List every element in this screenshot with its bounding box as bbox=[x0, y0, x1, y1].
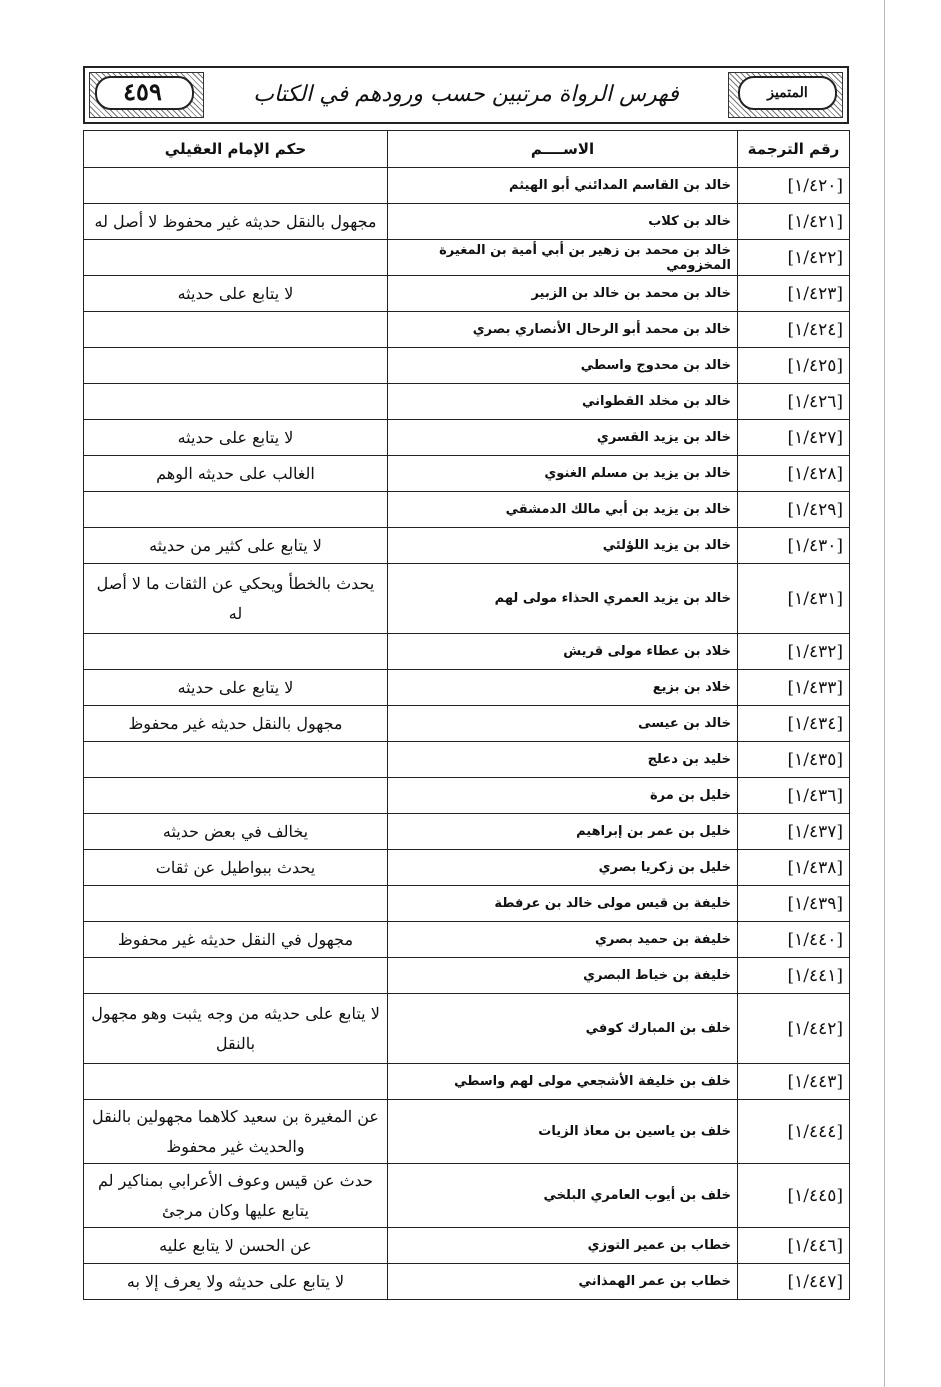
narrator-name: خليفة بن خياط البصري bbox=[388, 958, 738, 994]
ruling-text: يخالف في بعض حديثه bbox=[84, 814, 388, 850]
table-row bbox=[84, 420, 850, 456]
ruling-text bbox=[84, 492, 388, 528]
narrators-index-table bbox=[83, 130, 850, 1300]
page-header bbox=[83, 66, 849, 124]
ruling-text: لا يتابع على حديثه bbox=[84, 420, 388, 456]
narrator-name: خالد بن القاسم المدائني أبو الهيثم bbox=[388, 168, 738, 204]
table-row bbox=[84, 634, 850, 670]
table-row bbox=[84, 1100, 850, 1164]
ruling-text bbox=[84, 634, 388, 670]
entry-number: [١/٤٣٧] bbox=[738, 814, 850, 850]
narrator-name: خالد بن يزيد بن أبي مالك الدمشقي bbox=[388, 492, 738, 528]
narrator-name: خالد بن يزيد القسري bbox=[388, 420, 738, 456]
entry-number: [١/٤٤٦] bbox=[738, 1228, 850, 1264]
column-header-number: رقم الترجمة bbox=[738, 131, 850, 168]
narrator-name: خلف بن المبارك كوفي bbox=[388, 994, 738, 1064]
entry-number: [١/٤٣٩] bbox=[738, 886, 850, 922]
table-row bbox=[84, 850, 850, 886]
table-row bbox=[84, 168, 850, 204]
entry-number: [١/٤٤٠] bbox=[738, 922, 850, 958]
narrator-name: خليفة بن حميد بصري bbox=[388, 922, 738, 958]
narrator-name: خليد بن دعلج bbox=[388, 742, 738, 778]
entry-number: [١/٤٢٢] bbox=[738, 240, 850, 276]
table-row bbox=[84, 814, 850, 850]
narrator-name: خلاد بن بزيع bbox=[388, 670, 738, 706]
table-row bbox=[84, 564, 850, 634]
table-row bbox=[84, 778, 850, 814]
entry-number: [١/٤٢٨] bbox=[738, 456, 850, 492]
narrator-name: خالد بن محدوج واسطي bbox=[388, 348, 738, 384]
publisher-logo: المتميز bbox=[738, 76, 837, 110]
table-row bbox=[84, 492, 850, 528]
ruling-text: يحدث بالخطأ ويحكي عن الثقات ما لا أصل له bbox=[84, 564, 388, 634]
narrator-name: خالد بن يزيد بن مسلم الغنوي bbox=[388, 456, 738, 492]
ruling-text: مجهول بالنقل حديثه غير محفوظ لا أصل له bbox=[84, 204, 388, 240]
entry-number: [١/٤٣٤] bbox=[738, 706, 850, 742]
ruling-text bbox=[84, 886, 388, 922]
entry-number: [١/٤٢٣] bbox=[738, 276, 850, 312]
ruling-text: يحدث ببواطيل عن ثقات bbox=[84, 850, 388, 886]
narrator-name: خالد بن عيسى bbox=[388, 706, 738, 742]
table-row bbox=[84, 456, 850, 492]
ruling-text bbox=[84, 384, 388, 420]
entry-number: [١/٤٣٠] bbox=[738, 528, 850, 564]
narrator-name: خالد بن يزيد اللؤلئي bbox=[388, 528, 738, 564]
ruling-text: لا يتابع على حديثه ولا يعرف إلا به bbox=[84, 1264, 388, 1300]
narrator-name: خليل بن زكريا بصري bbox=[388, 850, 738, 886]
table-row bbox=[84, 886, 850, 922]
narrator-name: خالد بن كلاب bbox=[388, 204, 738, 240]
ruling-text: عن الحسن لا يتابع عليه bbox=[84, 1228, 388, 1264]
ruling-text: حدث عن قيس وعوف الأعرابي بمناكير لم يتابع عليها وكان مرجئ bbox=[84, 1164, 388, 1228]
table-row bbox=[84, 528, 850, 564]
table-row bbox=[84, 1228, 850, 1264]
entry-number: [١/٤٤٧] bbox=[738, 1264, 850, 1300]
entry-number: [١/٤٢١] bbox=[738, 204, 850, 240]
entry-number: [١/٤٢٤] bbox=[738, 312, 850, 348]
page-edge-rule bbox=[884, 0, 885, 1387]
narrator-name: خلف بن خليفة الأشجعي مولى لهم واسطي bbox=[388, 1064, 738, 1100]
column-header-ruling: حكم الإمام العقيلي bbox=[84, 131, 388, 168]
table-header-row bbox=[84, 131, 850, 168]
ruling-text bbox=[84, 742, 388, 778]
table-row bbox=[84, 1264, 850, 1300]
narrator-name: خلف بن أيوب العامري البلخي bbox=[388, 1164, 738, 1228]
entry-number: [١/٤٣٨] bbox=[738, 850, 850, 886]
entry-number: [١/٤٣١] bbox=[738, 564, 850, 634]
ruling-text bbox=[84, 348, 388, 384]
narrator-name: خليل بن مرة bbox=[388, 778, 738, 814]
narrator-name: خطاب بن عمير التوزي bbox=[388, 1228, 738, 1264]
page-title: فهرس الرواة مرتبين حسب ورودهم في الكتاب bbox=[253, 82, 679, 107]
ruling-text bbox=[84, 958, 388, 994]
table-row bbox=[84, 1064, 850, 1100]
ruling-text: الغالب على حديثه الوهم bbox=[84, 456, 388, 492]
ruling-text bbox=[84, 240, 388, 276]
entry-number: [١/٤٣٦] bbox=[738, 778, 850, 814]
ruling-text: لا يتابع على كثير من حديثه bbox=[84, 528, 388, 564]
narrator-name: خطاب بن عمر الهمذاني bbox=[388, 1264, 738, 1300]
entry-number: [١/٤٤٣] bbox=[738, 1064, 850, 1100]
entry-number: [١/٤٣٣] bbox=[738, 670, 850, 706]
narrator-name: خليفة بن قيس مولى خالد بن عرفطة bbox=[388, 886, 738, 922]
ruling-text bbox=[84, 1064, 388, 1100]
table-row bbox=[84, 670, 850, 706]
ruling-text bbox=[84, 778, 388, 814]
table-row bbox=[84, 384, 850, 420]
narrator-name: خالد بن محمد بن خالد بن الزبير bbox=[388, 276, 738, 312]
table-row bbox=[84, 312, 850, 348]
table-row bbox=[84, 742, 850, 778]
ruling-text: لا يتابع على حديثه من وجه يثبت وهو مجهول بالنقل bbox=[84, 994, 388, 1064]
ruling-text bbox=[84, 168, 388, 204]
page-number: ٤٥٩ bbox=[123, 77, 162, 106]
table-row bbox=[84, 922, 850, 958]
entry-number: [١/٤٢٧] bbox=[738, 420, 850, 456]
entry-number: [١/٤٤٤] bbox=[738, 1100, 850, 1164]
entry-number: [١/٤٣٥] bbox=[738, 742, 850, 778]
table-row bbox=[84, 276, 850, 312]
entry-number: [١/٤٣٢] bbox=[738, 634, 850, 670]
column-header-name: الاســــم bbox=[388, 131, 738, 168]
table-row bbox=[84, 1164, 850, 1228]
table-row bbox=[84, 204, 850, 240]
narrator-name: خالد بن محمد أبو الرحال الأنصاري بصري bbox=[388, 312, 738, 348]
entry-number: [١/٤٢٩] bbox=[738, 492, 850, 528]
table-row bbox=[84, 994, 850, 1064]
narrator-name: خليل بن عمر بن إبراهيم bbox=[388, 814, 738, 850]
narrator-name: خلف بن ياسين بن معاذ الزيات bbox=[388, 1100, 738, 1164]
narrator-name: خالد بن مخلد القطواني bbox=[388, 384, 738, 420]
ruling-text: لا يتابع على حديثه bbox=[84, 276, 388, 312]
ruling-text: لا يتابع على حديثه bbox=[84, 670, 388, 706]
table-row bbox=[84, 706, 850, 742]
entry-number: [١/٤٤٢] bbox=[738, 994, 850, 1064]
narrator-name: خلاد بن عطاء مولى قريش bbox=[388, 634, 738, 670]
table-row bbox=[84, 958, 850, 994]
entry-number: [١/٤٢٦] bbox=[738, 384, 850, 420]
entry-number: [١/٤٢٥] bbox=[738, 348, 850, 384]
narrator-name: خالد بن محمد بن زهير بن أبي أمية بن المغيرة المخزومي bbox=[388, 240, 738, 276]
entry-number: [١/٤٢٠] bbox=[738, 168, 850, 204]
entry-number: [١/٤٤٥] bbox=[738, 1164, 850, 1228]
ruling-text bbox=[84, 312, 388, 348]
table-row bbox=[84, 348, 850, 384]
ruling-text: عن المغيرة بن سعيد كلاهما مجهولين بالنقل والحديث غير محفوظ bbox=[84, 1100, 388, 1164]
ruling-text: مجهول بالنقل حديثه غير محفوظ bbox=[84, 706, 388, 742]
entry-number: [١/٤٤١] bbox=[738, 958, 850, 994]
ruling-text: مجهول في النقل حديثه غير محفوظ bbox=[84, 922, 388, 958]
table-row bbox=[84, 240, 850, 276]
narrator-name: خالد بن يزيد العمري الحذاء مولى لهم bbox=[388, 564, 738, 634]
